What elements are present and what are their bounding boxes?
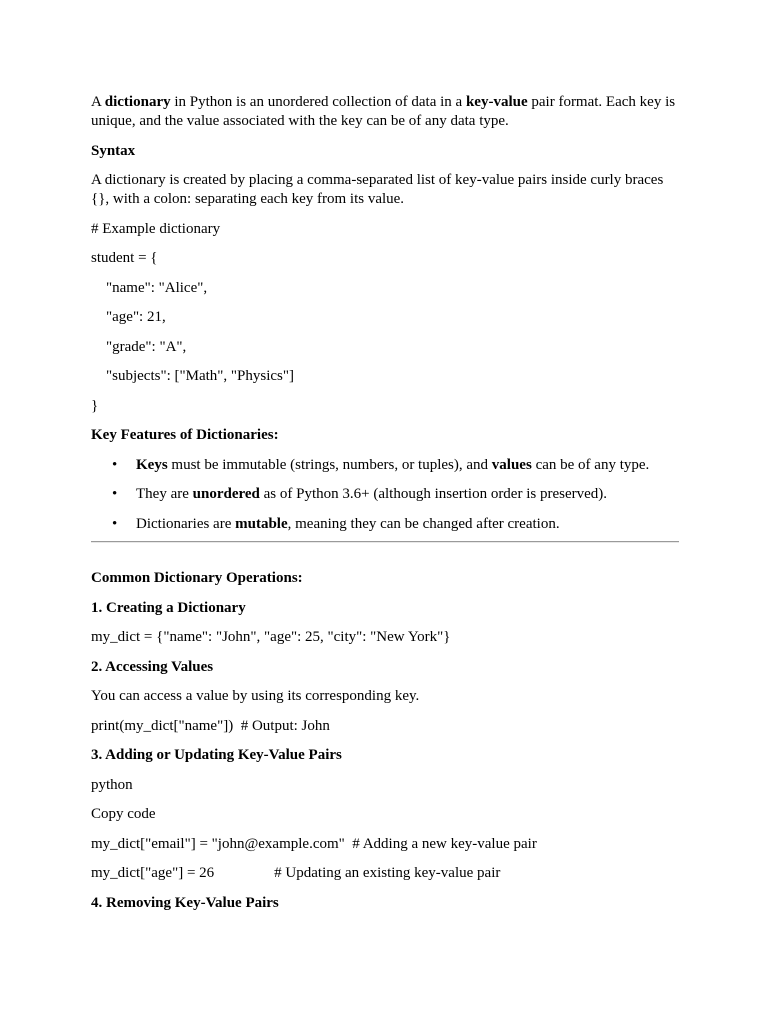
example-line-subjects: "subjects": ["Math", "Physics"] xyxy=(106,368,294,384)
feature-bold-mutable: mutable xyxy=(235,515,288,532)
bullet-icon: • xyxy=(112,486,118,502)
feature-bold-values: values xyxy=(491,456,532,473)
intro-bold-key-value: key-value xyxy=(465,94,528,110)
example-close-line: } xyxy=(91,397,99,414)
op2-heading: 2. Accessing Values xyxy=(91,658,214,675)
list-item xyxy=(91,485,679,504)
intro-text-3: pair format. Each key is unique, and the value associated with the key can be of any data type. xyxy=(91,94,676,129)
feature-text: as of Python 3.6+ (although insertion order is preserved). xyxy=(259,486,608,502)
op3-code-1: my_dict["email"] = "john@example.com" # Adding a new key-value pair xyxy=(91,835,537,852)
op2-code: print(my_dict["name"]) # Output: John xyxy=(91,717,330,734)
copy-code-label[interactable]: Copy code xyxy=(91,806,156,822)
features-heading: Key Features of Dictionaries: xyxy=(91,427,279,443)
op1-code: my_dict = {"name": "John", "age": 25, "city": "New York"} xyxy=(91,629,451,645)
op3-code-2-statement: my_dict["age"] = 26 xyxy=(91,865,215,881)
document-body xyxy=(91,93,679,923)
bullet-icon: • xyxy=(112,515,118,532)
op3-code-2-comment: # Updating an existing key-value pair xyxy=(274,865,501,881)
intro-text-1: A xyxy=(91,94,105,110)
feature-text: They are xyxy=(136,486,193,502)
intro-bold-dictionary: dictionary xyxy=(104,94,171,110)
example-comment: # Example dictionary xyxy=(91,220,221,237)
feature-bold-keys: Keys xyxy=(136,456,168,473)
feature-text: must be immutable (strings, numbers, or tuples), and xyxy=(167,456,492,473)
example-line-name: "name": "Alice", xyxy=(106,279,208,296)
op3-heading: 3. Adding or Updating Key-Value Pairs xyxy=(91,747,342,763)
syntax-heading: Syntax xyxy=(91,142,136,159)
feature-text: , meaning they can be changed after creation. xyxy=(287,515,560,532)
features-list xyxy=(91,456,679,534)
op4-heading: 4. Removing Key-Value Pairs xyxy=(91,894,279,911)
example-open-line: student = { xyxy=(91,250,158,266)
op3-code-2 xyxy=(91,864,679,883)
list-item xyxy=(91,515,679,534)
horizontal-divider xyxy=(91,541,679,543)
intro-text-2: in Python is an unordered collection of data in a xyxy=(170,94,466,110)
bullet-icon: • xyxy=(112,456,118,473)
code-language-label: python xyxy=(91,776,133,793)
intro-paragraph xyxy=(91,93,679,131)
example-line-grade: "grade": "A", xyxy=(106,338,187,355)
operations-heading: Common Dictionary Operations: xyxy=(91,570,303,586)
op1-heading: 1. Creating a Dictionary xyxy=(91,599,246,616)
syntax-paragraph: A dictionary is created by placing a comma-separated list of key-value pairs inside curly braces {}, with a colon: separating each key from its value. xyxy=(91,172,664,207)
feature-text: can be of any type. xyxy=(531,456,650,473)
list-item xyxy=(91,456,679,475)
feature-bold-unordered: unordered xyxy=(192,486,260,502)
example-line-age: "age": 21, xyxy=(106,309,166,325)
feature-text: Dictionaries are xyxy=(136,515,236,532)
op2-text: You can access a value by using its corresponding key. xyxy=(91,688,420,704)
